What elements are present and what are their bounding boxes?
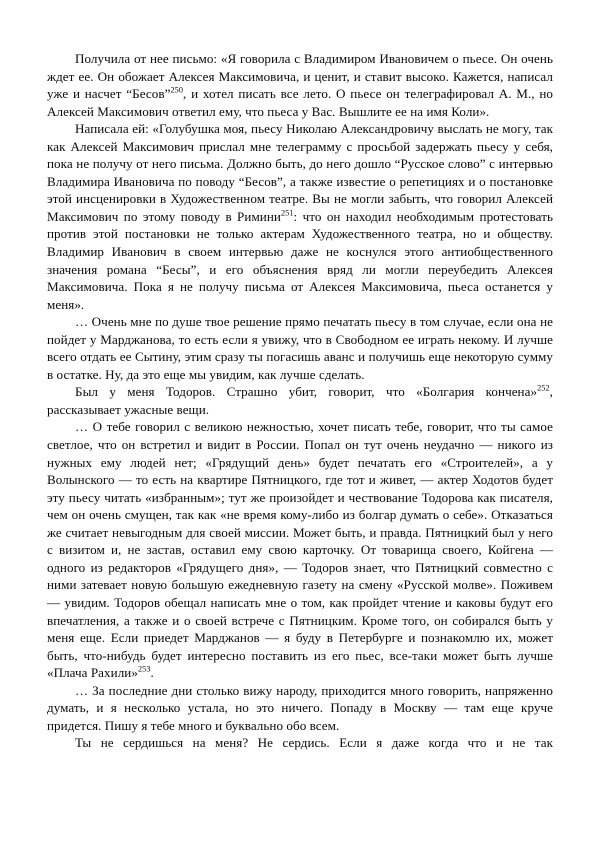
paragraph-text: Был у меня Тодоров. Страшно убит, говорит, что «Болгария кончена» bbox=[75, 384, 538, 400]
paragraph-text: … О тебе говорил с великою нежностью, хочет писать тебе, говорит, что ты самое светлое, что он встретил и видит в России. Попал он тут очень неудачно — никого из нужных ему людей нет; «Грядущий день» будет печатать его «Строителей», а у Волынского — то есть на квартире Пятницкого, где тот и живет, — актер Ходотов будет эту пьесу читать «избранным»; тут же произойдет и чествование Тодорова как писателя, чем он очень смущен, так как «не время кому-либо из болгар думать о себе». Отказаться же считает невыгодным для своей миссии. Может быть, и правда. Пятницкий был у него с визитом и, не застав, оставил ему свою карточку. От товарища своего, Койгена — одного из редакторов «Грядущего дня», — Тодоров знает, что Пятницкий совместно с ними затевает новую большую ежедневную газету на смену «Русской молве». Поживем — увидим. Тодоров обещал написать мне о том, как пройдет чтение и каковы будут его впечатления, а также и о своей встрече с Пятницким. Кроме того, он собирался быть у меня еще. Если приедет Марджанов — я буду в Петербурге и познакомлю их, может быть, что-нибудь будет интересно поставить из его пьес, все-таки может быть лучше «Плача Рахили» bbox=[47, 419, 553, 681]
body-paragraph bbox=[47, 313, 553, 383]
footnote-reference[interactable]: 253 bbox=[137, 664, 151, 674]
paragraph-text: Написала ей: «Голубушка моя, пьесу Николаю Александровичу выслать не могу, так как Алексей Максимович прислал мне телеграмму с просьбой задержать пьесу у себя, пока не получу от него письма. Должно быть, до него дошло “Русское слово” с интервью Владимира Ивановича по поводу “Бесов”, а также известие о репетициях и о постановке этой инсценировки в Художественном театре. Вы не могли забыть, что говорил Алексей Максимович по этому поводу в Римини bbox=[47, 121, 553, 224]
paragraph-text: Ты не сердишься на меня? Не сердись. Если я даже когда что и не так bbox=[75, 735, 553, 751]
body-paragraph bbox=[47, 120, 553, 313]
paragraph-text: Получила от нее письмо: «Я говорила с Владимиром Ивановичем о пьесе. Он очень ждет ее. Он обожает Алексея Максимовича, и ценит, и ставит высоко. Кажется, написал уже и насчет “Бесов” bbox=[47, 51, 553, 102]
paragraph-text-continued: , и хотел писать все лето. О пьесе он телеграфировал А. М., но Алексей Максимович ответил ему, что пьеса у Вас. Вышлите ее на имя Коли». bbox=[47, 86, 553, 119]
paragraph-text: … Очень мне по душе твое решение прямо печатать пьесу в том случае, если она не пойдет у Марджанова, то есть если я увижу, что в Свободном ее играть некому. И лучше всего отдать ее Сытину, этим сразу ты погасишь аванс и получишь еще некоторую сумму в остатке. Ну, да это еще мы увидим, как лучше сделать. bbox=[47, 314, 553, 382]
paragraph-text-continued: : что он находил необходимым протестовать против этой постановки не только актерам Художественного театра, но и обществу. Владимир Иванович в своем интервью даже не коснулся этого антиобщественного значения романа “Бесы”, и его объяснения вряд ли могли переубедить Алексея Максимовича. Пока я не получу письма от Алексея Максимовича, пьеса останется у меня». bbox=[47, 208, 553, 312]
footnote-reference[interactable]: 252 bbox=[537, 384, 550, 394]
body-paragraph bbox=[47, 682, 553, 735]
paragraph-text-continued: . bbox=[150, 665, 154, 681]
paragraph-text: … За последние дни столько вижу народу, приходится много говорить, напряженно думать, и я несколько устала, но это ничего. Попаду в Москву — там еще круче придется. Пишу я тебе много и буквально обо всем. bbox=[47, 682, 553, 733]
body-paragraph bbox=[47, 50, 553, 120]
footnote-reference[interactable]: 251 bbox=[280, 208, 294, 218]
body-paragraph bbox=[47, 734, 553, 752]
body-paragraph bbox=[47, 418, 553, 681]
paragraph-text-continued: , рассказывает ужасные вещи. bbox=[47, 384, 553, 417]
footnote-reference[interactable]: 250 bbox=[170, 85, 184, 95]
body-text-block bbox=[47, 50, 553, 752]
body-paragraph bbox=[47, 383, 553, 418]
